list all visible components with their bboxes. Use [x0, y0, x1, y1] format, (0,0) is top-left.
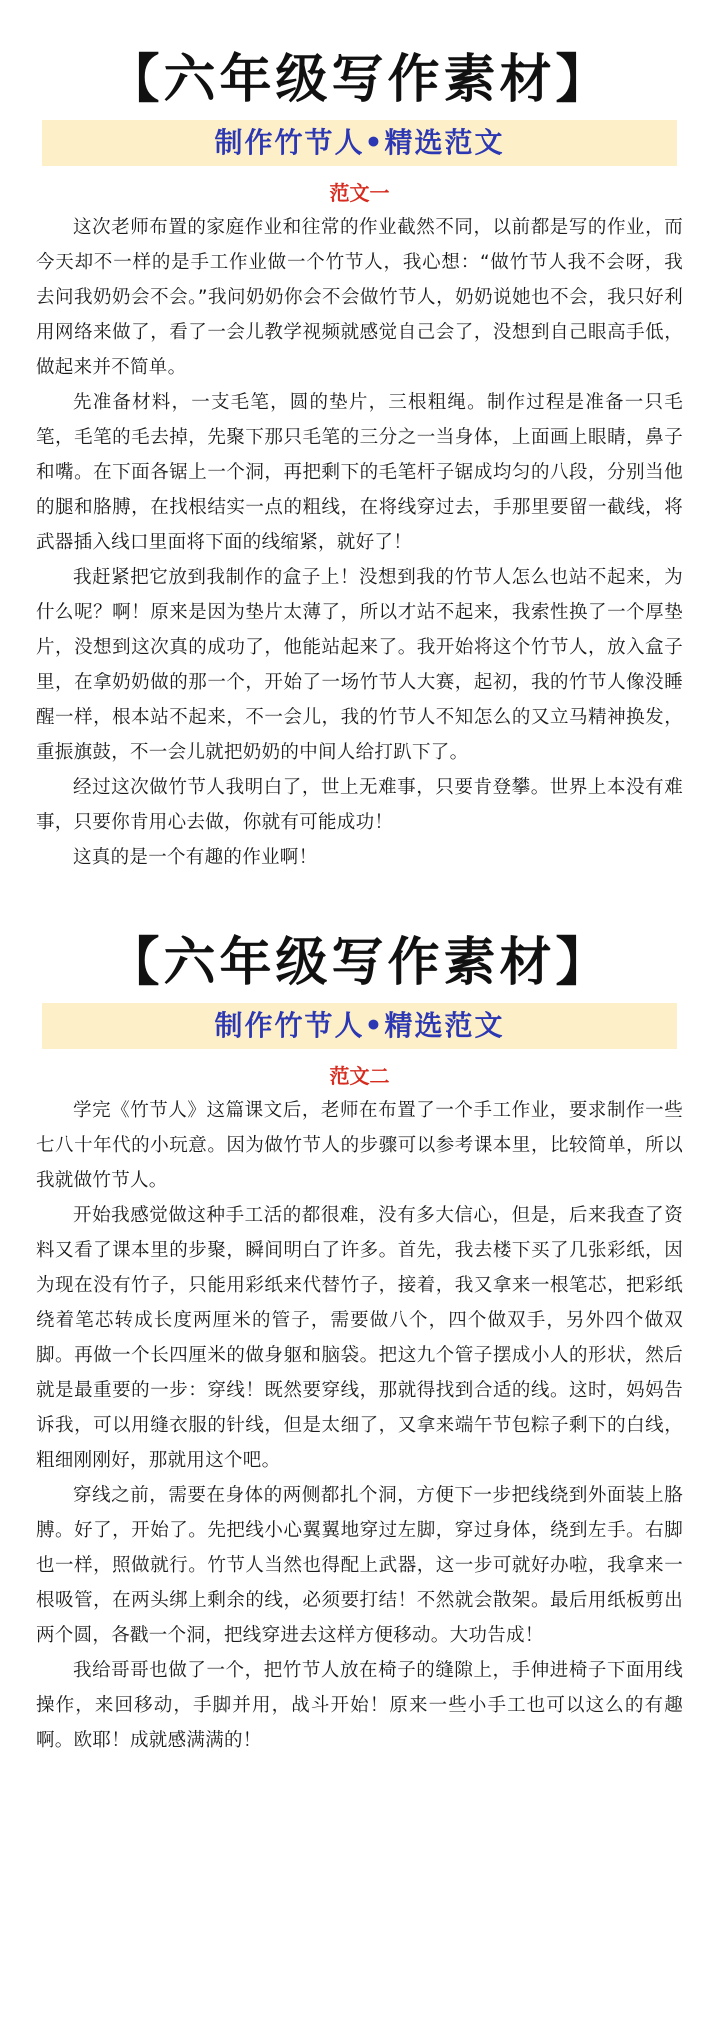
essay-label: 范文二 [329, 1064, 390, 1088]
essay-body [36, 210, 683, 875]
essay-paragraph: 开始我感觉做这种手工活的都很难，没有多大信心，但是，后来我查了资料又看了课本里的步聚，瞬间明白了许多。首先，我去楼下买了几张彩纸，因为现在没有竹子，只能用彩纸来代替竹子，接着，我又拿来一根笔芯，把彩纸绕着笔芯转成长度两厘米的管子，需要做八个，四个做双手，另外四个做双脚。再做一个长四厘米的做身躯和脑袋。把这九个管子摆成小人的形状，然后就是最重要的一步：穿线！既然要穿线，那就得找到合适的线。这时，妈妈告诉我，可以用缝衣服的针线，但是太细了，又拿来端午节包粽子剩下的白线，粗细刚刚好，那就用这个吧。 [36, 1205, 683, 1471]
section-banner: 制作竹节人•精选范文 [42, 1003, 677, 1049]
essay-section-1 [36, 0, 683, 875]
essay-label: 范文一 [329, 181, 390, 205]
essay-paragraph: 我给哥哥也做了一个，把竹节人放在椅子的缝隙上，手伸进椅子下面用线操作，来回移动，手脚并用，战斗开始！原来一些小手工也可以这么的有趣啊。欧耶！成就感满满的！ [36, 1660, 683, 1751]
essay-paragraph: 经过这次做竹节人我明白了，世上无难事，只要肯登攀。世界上本没有难事，只要你肯用心去做，你就有可能成功！ [36, 777, 683, 833]
section-title: 【六年级写作素材】 [107, 49, 612, 110]
essay-paragraph: 我赶紧把它放到我制作的盒子上！没想到我的竹节人怎么也站不起来，为什么呢？啊！原来是因为垫片太薄了，所以才站不起来，我索性换了一个厚垫片，没想到这次真的成功了，他能站起来了。我开始将这个竹节人，放入盒子里，在拿奶奶做的那一个，开始了一场竹节人大赛，起初，我的竹节人像没睡醒一样，根本站不起来，不一会儿，我的竹节人不知怎么的又立马精神换发，重振旗鼓，不一会儿就把奶奶的中间人给打趴下了。 [36, 567, 683, 763]
essay-body [36, 1093, 683, 1758]
section-banner: 制作竹节人•精选范文 [42, 120, 677, 166]
essay-paragraph: 先准备材料，一支毛笔，圆的垫片，三根粗绳。制作过程是准备一只毛笔，毛笔的毛去掉，先聚下那只毛笔的三分之一当身体，上面画上眼睛，鼻子和嘴。在下面各锯上一个洞，再把剩下的毛笔杆子锯成均匀的八段，分别当他的腿和胳膊，在找根结实一点的粗线，在将线穿过去，手那里要留一截线，将武器插入线口里面将下面的线缩紧，就好了！ [36, 392, 683, 553]
section-title: 【六年级写作素材】 [107, 932, 612, 993]
essay-paragraph: 学完《竹节人》这篇课文后，老师在布置了一个手工作业，要求制作一些七八十年代的小玩意。因为做竹节人的步骤可以参考课本里，比较简单，所以我就做竹节人。 [36, 1100, 683, 1191]
essay-paragraph: 这次老师布置的家庭作业和往常的作业截然不同，以前都是写的作业，而今天却不一样的是手工作业做一个竹节人，我心想：“做竹节人我不会呀，我去问我奶奶会不会。”我问奶奶你会不会做竹节人，奶奶说她也不会，我只好利用网络来做了，看了一会儿教学视频就感觉自己会了，没想到自己眼高手低，做起来并不简单。 [36, 217, 683, 378]
essay-section-2 [36, 875, 683, 1758]
essay-paragraph: 穿线之前，需要在身体的两侧都扎个洞，方便下一步把线绕到外面装上胳膊。好了，开始了。先把线小心翼翼地穿过左脚，穿过身体，绕到左手。右脚也一样，照做就行。竹节人当然也得配上武器，这一步可就好办啦，我拿来一根吸管，在两头绑上剩余的线，必须要打结！不然就会散架。最后用纸板剪出两个圆，各戳一个洞，把线穿进去这样方便移动。大功告成！ [36, 1485, 683, 1646]
essay-paragraph: 这真的是一个有趣的作业啊！ [73, 847, 318, 868]
